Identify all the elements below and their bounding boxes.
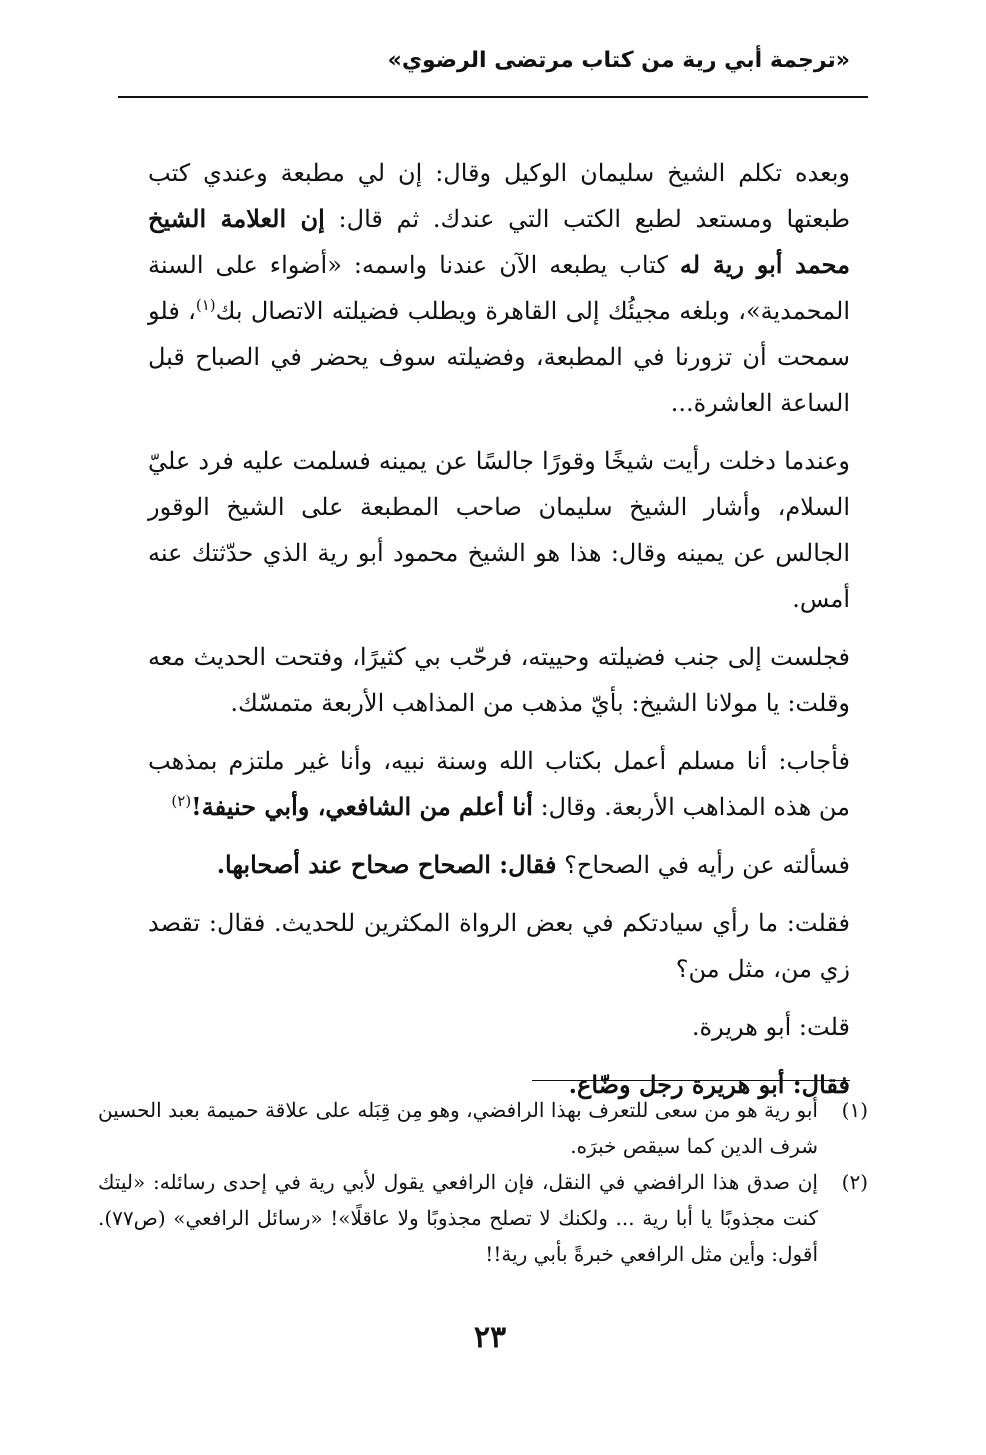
paragraph-1	[148, 150, 850, 426]
footnote-number: (١)	[841, 1098, 868, 1122]
p1-text-3: ، فلو سمحت أن تزورنا في المطبعة، وفضيلته سوف يحضر في الصباح قبل الساعة العاشرة...	[148, 297, 850, 417]
footnote-ref-1: (١)	[195, 296, 216, 314]
footnote-number: (٢)	[841, 1170, 868, 1194]
page-number: ٢٣	[473, 1320, 507, 1355]
p5-text-1: فسألته عن رأيه في الصحاح؟	[556, 851, 850, 879]
footnote-separator	[532, 1080, 850, 1081]
paragraph-3: فجلست إلى جنب فضيلته وحييته، فرحّب بي كثيرًا، وفتحت الحديث معه وقلت: يا مولانا الشيخ: بأيّ مذهب من المذاهب الأربعة متمسّك.	[148, 643, 850, 717]
p1-bold-1: إن العلامة الشيخ محمد أبو رية له	[148, 204, 851, 279]
header-rule	[118, 96, 868, 98]
p1-text-2: كتاب يطبعه الآن عندنا واسمه: «أضواء على السنة المحمدية»، وبلغه مجيئُك إلى القاهرة ويطلب فضيلته الاتصال بك	[148, 251, 850, 325]
main-text	[148, 150, 850, 1120]
footnote-ref-2: (٢)	[171, 792, 192, 810]
footnote-text: إن صدق هذا الرافضي في النقل، فإن الرافعي يقول لأبي رية في إحدى رسائله: «ليتك كنت مجذوبًا يا أبا رية ... ولكنك لا تصلح مجذوبًا ولا عاقلًا»! «رسائل الرافعي» (ص٧٧). أقول: وأين مثل الرافعي خبرةً بأبي رية!!	[98, 1170, 818, 1266]
paragraph-4	[148, 738, 850, 830]
paragraph-6: فقلت: ما رأي سيادتكم في بعض الرواة المكثرين للحديث. فقال: تقصد زي من، مثل من؟	[148, 909, 850, 983]
paragraph-2: وعندما دخلت رأيت شيخًا وقورًا جالسًا عن يمينه فسلمت عليه فرد عليّ السلام، وأشار الشيخ سليمان صاحب المطبعة على الشيخ الوقور الجالس عن يمينه وقال: هذا هو الشيخ محمود أبو رية الذي حدّثتك عنه أمس.	[148, 447, 850, 613]
footnote-1	[98, 1092, 868, 1164]
paragraph-8: فقال: أبو هريرة رجل وضّاع.	[568, 1070, 850, 1099]
footnote-text: أبو رية هو من سعى للتعرف بهذا الرافضي، وهو مِن قِبَله على علاقة حميمة بعبد الحسين شرف الدين كما سيقص خبرَه.	[98, 1098, 818, 1158]
paragraph-5	[148, 842, 850, 888]
footnotes	[98, 1092, 868, 1272]
p5-bold-1: فقال: الصحاح صحاح عند أصحابها.	[216, 850, 557, 879]
p4-text-1: فأجاب: أنا مسلم أعمل بكتاب الله وسنة نبيه، وأنا غير ملتزم بمذهب من هذه المذاهب الأربعة. وقال:	[148, 747, 850, 821]
p4-bold-1: أنا أعلم من الشافعي، وأبي حنيفة!	[191, 792, 533, 821]
p1-text-1: وبعده تكلم الشيخ سليمان الوكيل وقال: إن لي مطبعة وعندي كتب طبعتها ومستعد لطبع الكتب التي عندك. ثم قال:	[148, 159, 850, 233]
footnote-2	[98, 1164, 868, 1272]
paragraph-7: قلت: أبو هريرة.	[691, 1013, 850, 1041]
running-header: «ترجمة أبي رية من كتاب مرتضى الرضوي»	[387, 48, 850, 73]
